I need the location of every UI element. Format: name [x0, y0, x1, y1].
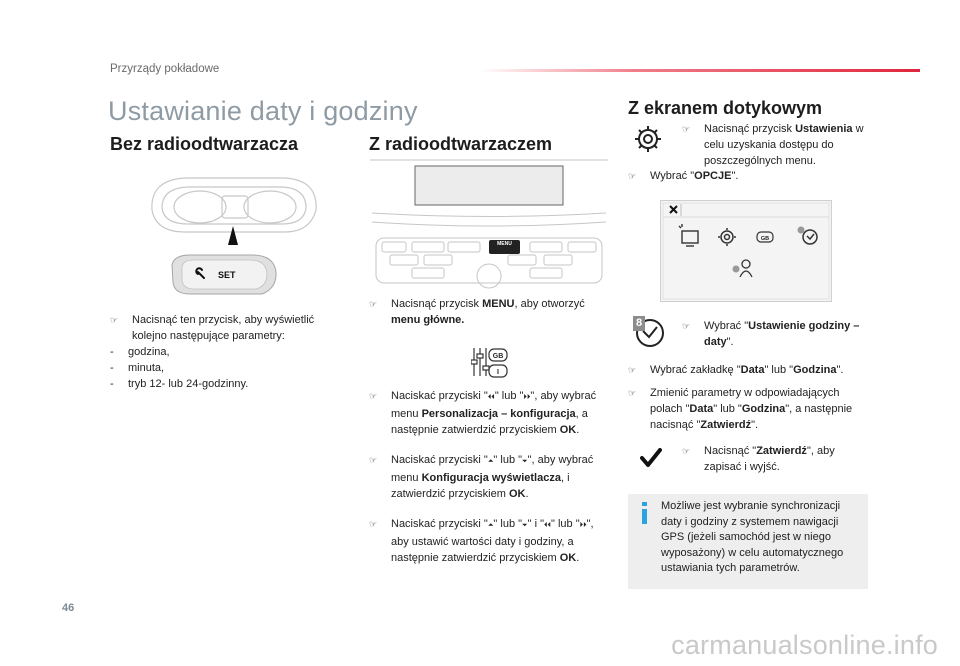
- bullet-arrow-icon: ☞: [369, 299, 378, 309]
- settings-language-icon: [471, 346, 509, 380]
- list-item: ☞ Nacisnąć przycisk MENU, aby otworzyć menu główne.: [369, 298, 585, 326]
- pointer-arrow-icon: [228, 226, 238, 245]
- bullet-arrow-icon: ☞: [682, 124, 691, 134]
- list-item: ☞ Naciskać przyciski "⏴⏴" lub "⏵⏵", aby wybrać menu Personalizacja – konfiguracja, a następnie zatwierdzić przyciskiem OK.: [369, 390, 597, 436]
- checkmark-icon: [640, 448, 662, 468]
- heading-with-radio: Z radioodtwarzaczem: [369, 134, 553, 154]
- bullet-arrow-icon: ☞: [110, 315, 119, 325]
- header-rule: [480, 69, 920, 72]
- radio-unit-illustration: [368, 158, 610, 298]
- list-item: [110, 312, 330, 344]
- list-item: ☞ Wybrać zakładkę "Data" lub "Godzina".: [628, 364, 844, 376]
- bullet-arrow-icon: ☞: [682, 446, 691, 456]
- info-box: [628, 494, 868, 589]
- section-header: Przyrządy pokładowe: [110, 63, 220, 75]
- options-screen-illustration: [660, 200, 832, 302]
- svg-text:I: I: [497, 369, 499, 376]
- list-item: ☞ Naciskać przyciski "⏶" lub "⏷", aby wybrać menu Konfiguracja wyświetlacza, i zatwierdzić przyciskiem OK.: [369, 454, 594, 500]
- list-item: ☞ Wybrać "Ustawienie godziny – daty".: [682, 320, 860, 348]
- list-item: ☞ Wybrać "OPCJE".: [628, 170, 739, 182]
- svg-text:GB: GB: [760, 236, 770, 242]
- bullet-arrow-icon: ☞: [369, 391, 378, 401]
- bullet-arrow-icon: ☞: [628, 388, 637, 398]
- heading-no-radio: Bez radioodtwarzacza: [110, 134, 299, 154]
- watermark: carmanualsonline.info: [671, 630, 938, 660]
- page-title: Ustawianie daty i godziny: [108, 96, 418, 126]
- svg-text:GB: GB: [492, 353, 504, 360]
- heading-touchscreen: Z ekranem dotykowym: [628, 98, 823, 118]
- instrument-cluster-illustration: [140, 170, 330, 305]
- bullet-arrow-icon: ☞: [628, 365, 637, 375]
- page-number: 46: [62, 602, 75, 614]
- list-item: ☞ Nacisnąć "Zatwierdź", aby zapisać i wyjść.: [682, 445, 835, 473]
- list-item: ☞ Naciskać przyciski "⏶" lub "⏷" i "⏴⏴" lub "⏵⏵", aby ustawić wartości daty i godziny, a następnie zatwierdzić przyciskiem OK.: [369, 518, 594, 564]
- badge-number: 8: [635, 317, 643, 329]
- set-button-label: SET: [218, 270, 236, 280]
- settings-gear-icon: [634, 125, 662, 153]
- bullet-arrow-icon: ☞: [628, 171, 637, 181]
- list-item: ☞ Nacisnąć przycisk Ustawienia w celu uzyskania dostępu do poszczególnych menu.: [682, 123, 864, 167]
- instruction-text: Nacisnąć ten przycisk, aby wyświetlić kolejno następujące parametry:: [132, 314, 315, 342]
- info-text: Możliwe jest wybranie synchronizacji daty i godziny z systemem nawigacji GPS (jeżeli samochód jest w niego wyposażony) w celu automatycznego ustawiania tych parametrów.: [661, 500, 844, 574]
- parameter-list: - godzina, - minuta, - tryb 12- lub 24-godzinny.: [110, 346, 249, 390]
- list-item: ☞ Zmienić parametry w odpowiadających polach "Data" lub "Godzina", a następnie nacisnąć "Zatwierdź".: [628, 387, 853, 431]
- list-entry: tryb 12- lub 24-godzinny.: [128, 378, 249, 390]
- bullet-arrow-icon: ☞: [369, 519, 378, 529]
- list-entry: minuta,: [128, 362, 165, 374]
- bullet-arrow-icon: ☞: [682, 321, 691, 331]
- bullet-arrow-icon: ☞: [369, 455, 378, 465]
- list-entry: godzina,: [128, 346, 170, 358]
- menu-button-label: MENU: [497, 241, 512, 247]
- info-icon: [640, 502, 649, 524]
